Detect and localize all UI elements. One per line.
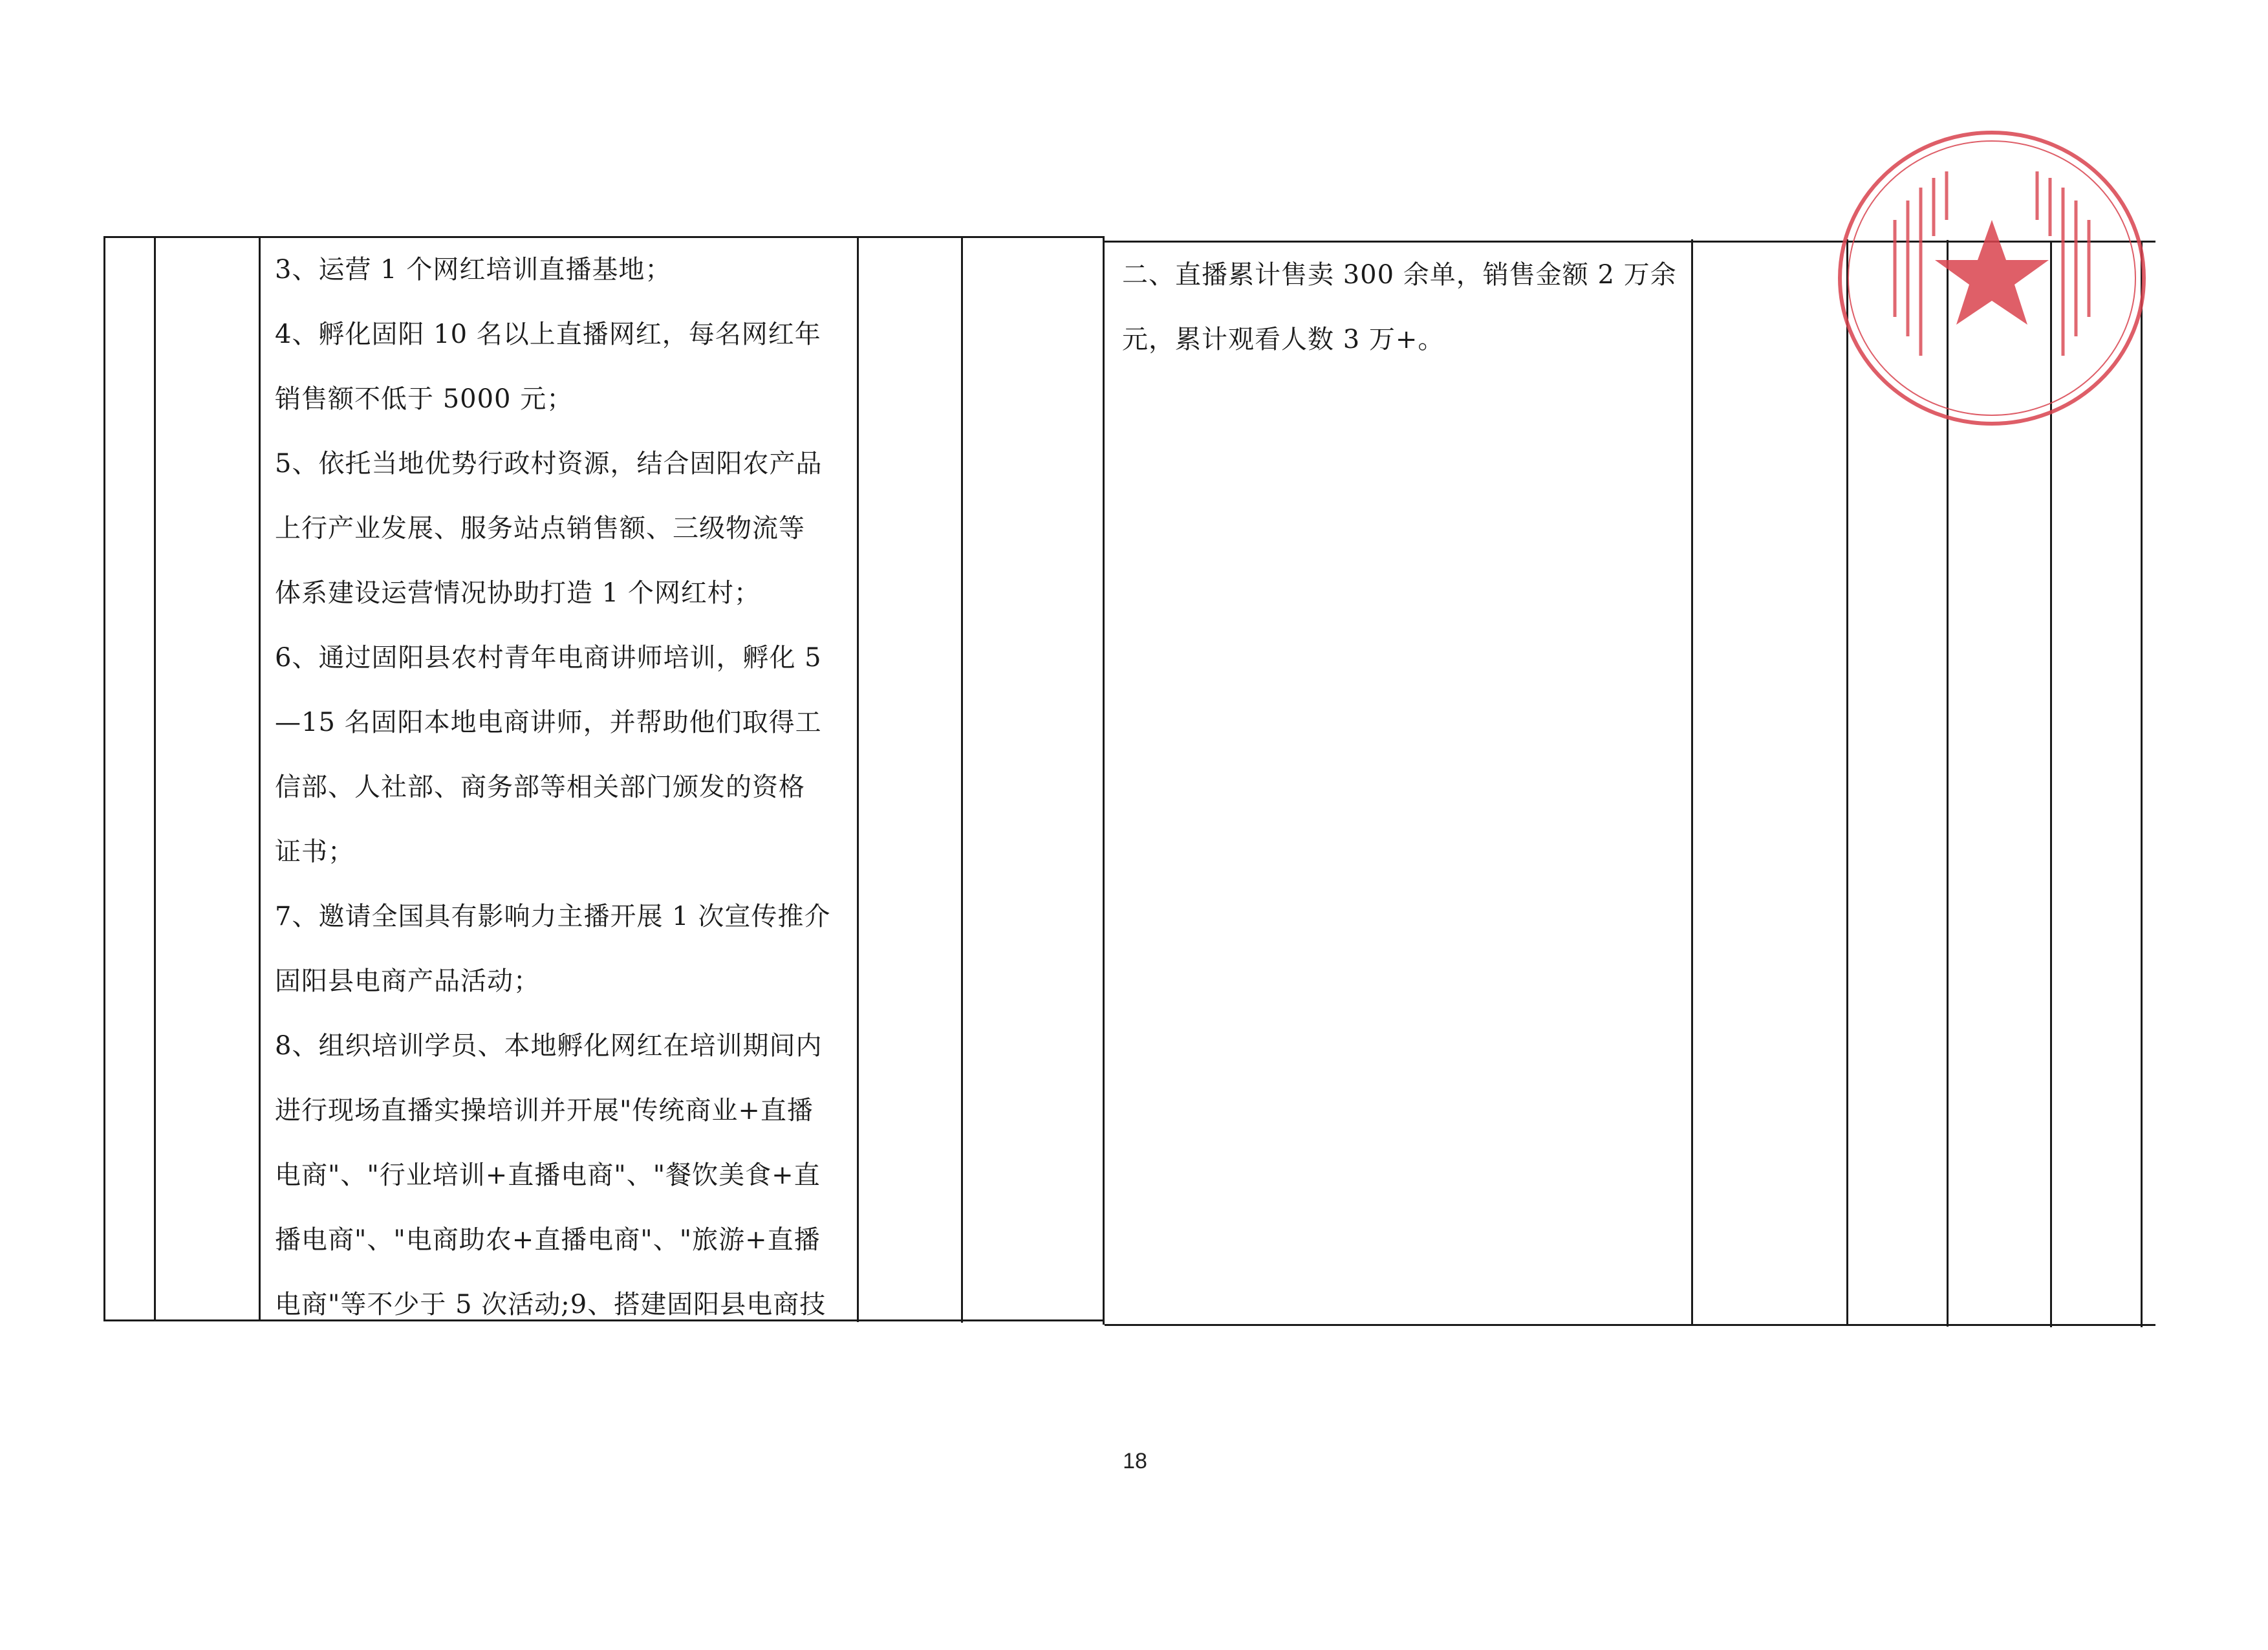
table-column-border	[857, 237, 859, 1322]
task-description-cell	[275, 237, 830, 1337]
table-column-border	[103, 236, 105, 1321]
result-line: 二、直播累计售卖 300 余单，销售金额 2 万余	[1122, 260, 1677, 290]
task-line: 7、邀请全国具有影响力主播开展 1 次宣传推介	[275, 902, 831, 931]
task-line: 证书；	[275, 837, 354, 867]
task-line: 信部、人社部、商务部等相关部门颁发的资格	[275, 772, 805, 802]
table-column-border	[154, 236, 156, 1321]
task-line: 体系建设运营情况协助打造 1 个网红村；	[275, 578, 761, 608]
task-line: 电商"等不少于 5 次活动;9、搭建固阳县电商技	[275, 1290, 826, 1319]
task-line: 8、组织培训学员、本地孵化网红在培训期间内	[275, 1031, 823, 1061]
task-line: 进行现场直播实操培训并开展"传统商业+直播	[275, 1096, 814, 1125]
task-line: 上行产业发展、服务站点销售额、三级物流等	[275, 514, 805, 543]
table-column-border	[961, 237, 963, 1323]
official-seal-icon	[1824, 123, 2160, 433]
page-number: 18	[1123, 1449, 1147, 1473]
task-line: 6、通过固阳县农村青年电商讲师培训，孵化 5	[275, 643, 822, 673]
task-line: 播电商"、"电商助农+直播电商"、"旅游+直播	[275, 1225, 821, 1255]
task-line: 3、运营 1 个网红培训直播基地；	[275, 255, 672, 285]
task-line: 4、孵化固阳 10 名以上直播网红，每名网红年	[275, 320, 821, 349]
task-line: —15 名固阳本地电商讲师，并帮助他们取得工	[275, 708, 822, 737]
table-column-border	[1691, 239, 1693, 1326]
task-line: 销售额不低于 5000 元；	[275, 384, 574, 414]
task-line: 电商"、"行业培训+直播电商"、"餐饮美食+直	[275, 1160, 821, 1190]
table-bottom-border-right	[1105, 1324, 2155, 1326]
task-line: 固阳县电商产品活动；	[275, 966, 540, 996]
result-line: 元，累计观看人数 3 万+。	[1122, 325, 1445, 354]
table-column-border	[259, 236, 261, 1321]
table-column-border	[1103, 238, 1105, 1325]
task-line: 5、依托当地优势行政村资源，结合固阳农产品	[275, 449, 823, 479]
result-cell	[1122, 243, 1677, 372]
